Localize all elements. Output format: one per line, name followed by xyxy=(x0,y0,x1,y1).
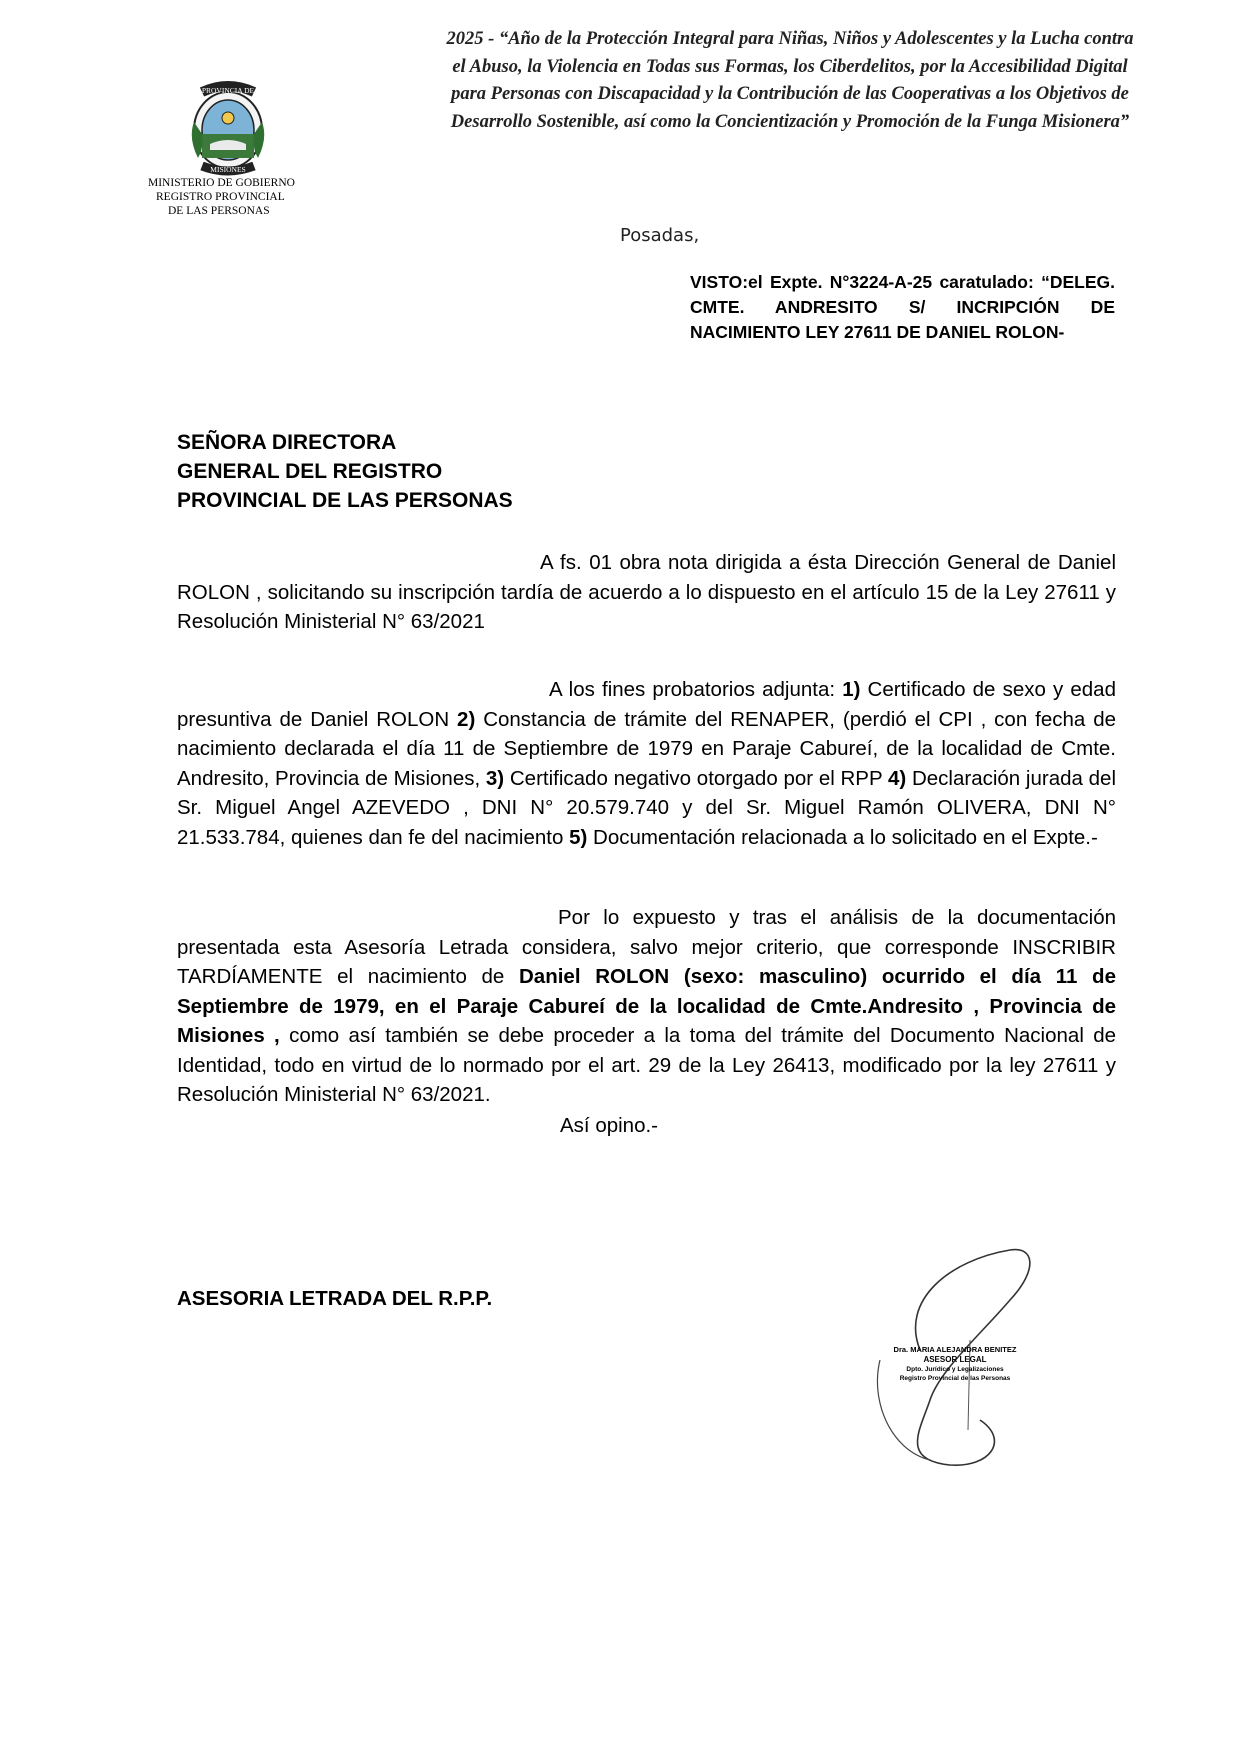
p2-item-4: 4) xyxy=(888,766,907,790)
year-motto: 2025 - “Año de la Protección Integral para Niñas, Niños y Adolescentes y la Lucha contra el Abuso, la Violencia en Todas sus Formas, los Ciberdelitos, por la Accesibilidad Digital para Personas con Discapacidad y la Contribución de las Cooperativas a los Objetivos de Desarrollo Sostenible, así como la Concientización y Promoción de la Funga Misionera” xyxy=(446,29,1134,132)
provincial-crest-logo xyxy=(180,78,276,176)
p2-text-a: A los fines probatorios adjunta: xyxy=(549,678,843,701)
place-date: Posadas, xyxy=(620,225,700,246)
addressee-block xyxy=(177,428,513,515)
addressee-line-1: SEÑORA DIRECTORA xyxy=(177,431,397,454)
paragraph-2 xyxy=(177,675,1116,852)
p2-text-f: Documentación relacionada a lo solicitado en el Expte.- xyxy=(587,825,1098,849)
paragraph-1 xyxy=(177,548,1116,637)
p2-item-3: 3) xyxy=(485,766,505,790)
ministry-line-2: REGISTRO PROVINCIAL xyxy=(156,191,285,203)
paragraph-3 xyxy=(177,903,1116,1110)
p3-text-bold: Daniel ROLON (sexo: masculino) ocurrido el día 11 de Septiembre de 1979, en el Paraje Cabureí de la localidad de Cmte.Andresito , Provincia de Misiones , xyxy=(177,965,1116,1047)
ministry-line-3: DE LAS PERSONAS xyxy=(168,205,270,217)
stamp-line-4: Registro Provincial de las Personas xyxy=(899,1375,1011,1382)
ministry-heading xyxy=(148,176,348,218)
closing-opinion: Así opino.- xyxy=(560,1114,658,1137)
visto-reference: VISTO:el Expte. N°3224-A-25 caratulado: “DELEG. CMTE. ANDRESITO S/ INCRIPCIÓN DE NACIMIENTO LEY 27611 DE DANIEL ROLON- xyxy=(690,272,1115,342)
p2-item-5: 5) xyxy=(569,825,588,849)
signoff-office: ASESORIA LETRADA DEL R.P.P. xyxy=(177,1287,493,1310)
addressee-line-3: PROVINCIAL DE LAS PERSONAS xyxy=(177,489,513,512)
p2-item-2: 2) xyxy=(457,707,476,731)
p2-text-c: Constancia de trámite del RENAPER, (perdió el CPI , con fecha de nacimiento declarada el día 11 de Septiembre de 1979 en Paraje Cabureí, de la localidad de Cmte. Andresito, Provincia de Misiones, xyxy=(177,707,1116,790)
ministry-line-1: MINISTERIO DE GOBIERNO xyxy=(148,177,295,189)
p2-item-1: 1) xyxy=(842,678,861,701)
p3-text-b: como así también se debe proceder a la toma del trámite del Documento Nacional de Identidad, todo en virtud de lo normado por el art. 29 de la Ley 26413, modificado por la ley 27611 y Resolución Ministerial N° 63/2021. xyxy=(177,1024,1117,1106)
stamp-line-2: ASESOR LEGAL xyxy=(923,1355,987,1364)
addressee-line-2: GENERAL DEL REGISTRO xyxy=(177,460,443,483)
p2-text-e: Declaración jurada del Sr. Miguel Angel AZEVEDO , DNI N° 20.579.740 y del Sr. Miguel Ramón OLIVERA, DNI N° 21.533.784, quienes dan fe del nacimiento xyxy=(177,766,1116,849)
paragraph-1-text: A fs. 01 obra nota dirigida a ésta Dirección General de Daniel ROLON , solicitando su inscripción tardía de acuerdo a lo dispuesto en el artículo 15 de la Ley 27611 y Resolución Ministerial N° 63/2021 xyxy=(177,551,1116,633)
stamp-line-3: Dpto. Jurídico y Legalizaciones xyxy=(906,1366,1004,1373)
handwritten-signature xyxy=(860,1240,1040,1470)
stamp-line-1: Dra. MARIA ALEJANDRA BENITEZ xyxy=(893,1345,1017,1354)
p3-text-a: Por lo expuesto y tras el análisis de la documentación presentada esta Asesoría Letrada considera, salvo mejor criterio, que corresponde INSCRIBIR TARDÍAMENTE el nacimiento de xyxy=(177,906,1116,988)
crest-bottom-text: MISIONES xyxy=(210,165,246,174)
p2-text-d: Certificado negativo otorgado por el RPP xyxy=(504,766,888,790)
crest-top-text: PROVINCIA DE xyxy=(201,86,255,95)
p2-text-b: Certificado de sexo y edad presuntiva de Daniel ROLON xyxy=(177,678,1116,731)
